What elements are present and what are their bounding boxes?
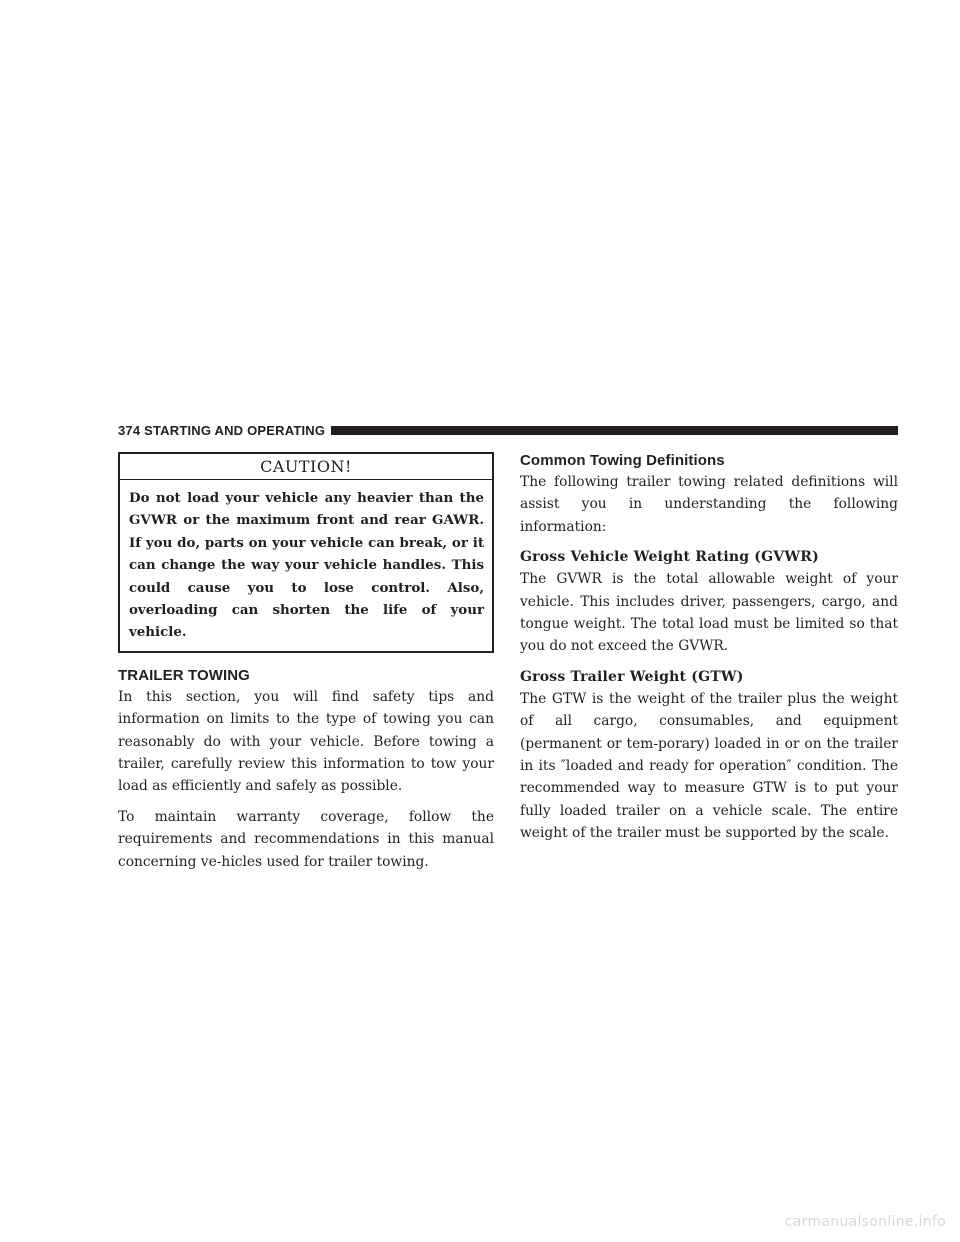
- gvwr-term: Gross Vehicle Weight Rating (GVWR): [520, 549, 819, 566]
- towing-definitions-heading: Common Towing Definitions: [520, 452, 725, 469]
- gtw-term: Gross Trailer Weight (GTW): [520, 668, 744, 685]
- gtw-definition: The GTW is the weight of the trailer plus the weight of all cargo, consumables, and equipment (permanent or tem-porary) loaded in or on the trailer in its ″loaded and ready for operation″ condition. The recommended way to measure GTW is to put your fully loaded trailer on a vehicle scale. The entire weight of the trailer must be supported by the scale.: [520, 690, 898, 842]
- right-column: [520, 452, 898, 853]
- running-head-rule: [331, 426, 898, 435]
- caution-box: [118, 452, 494, 653]
- left-column: [118, 452, 494, 881]
- trailer-towing-heading: TRAILER TOWING: [118, 666, 250, 684]
- trailer-towing-paragraph-1: In this section, you will find safety tips and information on limits to the type of towing you can reasonably do with your vehicle. Before towing a trailer, carefully review this information to tow your load as efficiently and safely as possible.: [118, 688, 494, 795]
- towing-definitions-intro: The following trailer towing related definitions will assist you in understanding the following information:: [520, 474, 898, 535]
- watermark-text: carmanualsonline.info: [784, 1214, 946, 1230]
- caution-body: Do not load your vehicle any heavier than the GVWR or the maximum front and rear GAWR. If you do, parts on your vehicle can break, or it can change the way your vehicle handles. This could cause you to lose control. Also, overloading can shorten the life of your vehicle.: [129, 490, 484, 641]
- running-head: [118, 422, 898, 438]
- trailer-towing-paragraph-2: To maintain warranty coverage, follow the requirements and recommendations in this manual concerning ve-hicles used for trailer towing.: [118, 808, 494, 870]
- caution-title: CAUTION!: [120, 454, 492, 480]
- gvwr-definition: The GVWR is the total allowable weight of your vehicle. This includes driver, passengers, cargo, and tongue weight. The total load must be limited so that you do not exceed the GVWR.: [520, 571, 898, 655]
- page-number-section-label: 374 STARTING AND OPERATING: [118, 422, 326, 438]
